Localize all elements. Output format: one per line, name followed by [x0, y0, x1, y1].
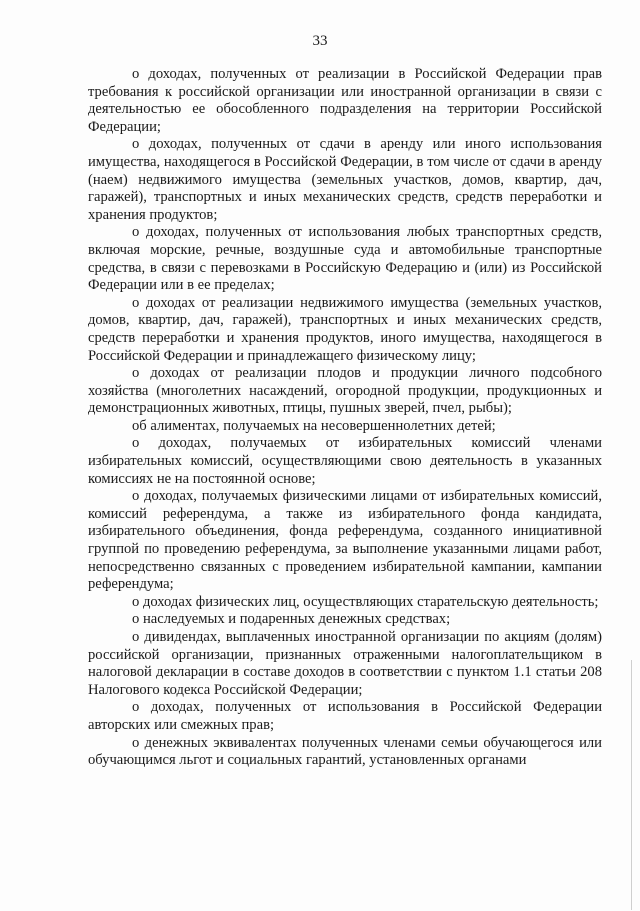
paragraph: о доходах, полученных от сдачи в аренду или иного использования имущества, находящегося в Российской Федерации, в том числе от сдачи в аренду (наем) недвижимого имущества (земельных участков, домов, квартир, дач, гаражей), транспортных и иных механических средств, средств переработки и хранения продуктов;	[88, 136, 602, 223]
scan-edge-line	[631, 660, 632, 910]
paragraph: о доходах, получаемых от избирательных комиссий членами избирательных комиссий, осуществляющими свою деятельность в указанных комиссиях не на постоянной основе;	[88, 435, 602, 487]
paragraph: о денежных эквивалентах полученных членами семьи обучающегося или обучающимся льгот и социальных гарантий, установленных органами	[88, 734, 602, 769]
paragraph: о доходах от реализации плодов и продукции личного подсобного хозяйства (многолетних насаждений, огородной продукции, продукционных и демонстрационных животных, птицы, пушных зверей, пчел, рыбы);	[88, 365, 602, 417]
paragraph: о доходах, полученных от использования в Российской Федерации авторских или смежных прав;	[88, 699, 602, 733]
paragraph: о дивидендах, выплаченных иностранной организации по акциям (долям) российской организации, признанных отраженными налогоплательщиком в налоговой декларации в составе доходов в соответствии с пунктом 1.1 статьи 208 Налогового кодекса Российской Федерации;	[88, 629, 602, 698]
paragraph: о доходах, полученных от использования любых транспортных средств, включая морские, речные, воздушные суда и автомобильные транспортные средства, в связи с перевозками в Российскую Федерацию и (или) из Российской Федерации или в ее пределах;	[88, 224, 602, 294]
paragraph: об алиментах, получаемых на несовершеннолетних детей;	[132, 417, 496, 434]
page-number: 33	[312, 33, 328, 49]
paragraph: о доходах, получаемых физическими лицами от избирательных комиссий, комиссий референдума, а также из избирательного фонда кандидата, избирательного объединения, фонда референдума, созданного инициативной группой по проведению референдума, за выполнение указанными лицами работ, непосредственно связанных с проведением избирательной кампании, кампании референдума;	[88, 488, 602, 593]
paragraph: о доходах физических лиц, осуществляющих старательскую деятельность;	[132, 593, 599, 610]
paragraph: о доходах от реализации недвижимого имущества (земельных участков, домов, квартир, дач, гаражей), транспортных и иных механических средств, средств переработки и хранения продуктов, иного имущества, находящегося в Российской Федерации и принадлежащего физическому лицу;	[88, 294, 602, 364]
paragraph: о наследуемых и подаренных денежных средствах;	[132, 611, 451, 628]
paragraph: о доходах, полученных от реализации в Российской Федерации прав требования к российской организации или иностранной организации в связи с деятельностью ее обособленного подразделения на территории Российской Федерации;	[88, 66, 602, 135]
document-body	[88, 66, 602, 770]
